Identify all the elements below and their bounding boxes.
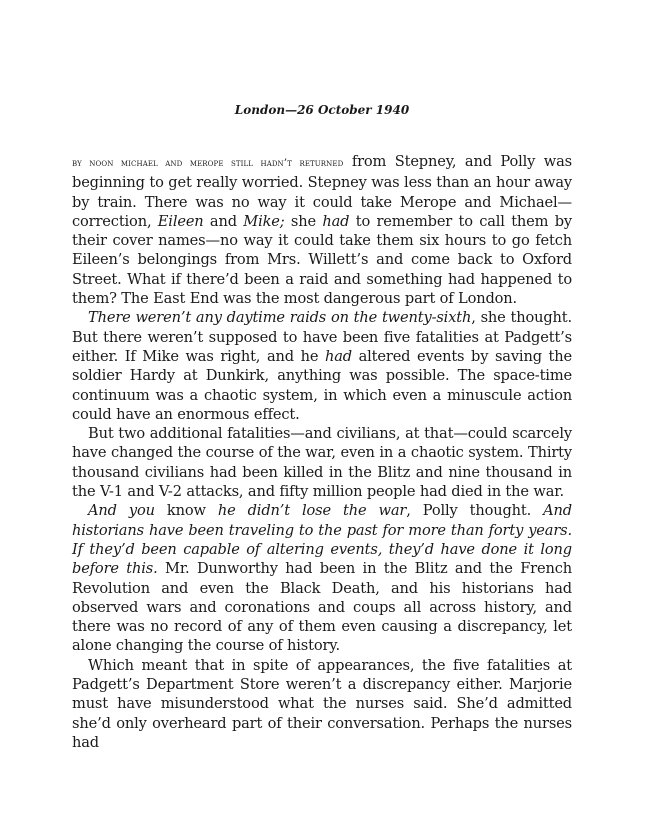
paragraph-2 <box>72 308 572 424</box>
text-run: altered events by saving the soldier Hardy at Dunkirk, anything was possible. The space-time continuum was a chaotic system, in which even a minuscule action could have an enormous effect. <box>72 347 572 423</box>
book-page <box>72 100 572 752</box>
text-run: to remember to call them by their cover names—no way it could take them six hours to go fetch Eileen’s belongings from Mrs. Willett’s and come back to Oxford Street. What if there’d been a raid and something had happened to them? The East End was the most dangerous part of London. <box>72 212 572 308</box>
text-run: Mr. Dunworthy had been in the Blitz and the French Revolution and even the Black Death, and his historians had observed wars and coronations and coups all across history, and there was no record of any of them even causing a discrepancy, let alone changing the course of history. <box>72 560 572 655</box>
text-run: Which meant that in spite of appearances, the five fatalities at Padgett’s Department Store weren’t a discrepancy either. Marjorie must have misunderstood what the nurses said. She’d admitted she’d only overheard part of their conversation. Perhaps the nurses had <box>72 656 572 751</box>
paragraph-4 <box>72 501 572 655</box>
italic-run: had <box>322 212 350 230</box>
text-run: , she thought. But there weren’t supposed to have been five fatalities at Padgett’s either. If Mike was right, and he <box>72 309 572 365</box>
text-run: and <box>203 212 244 230</box>
italic-run: had <box>324 347 352 365</box>
italic-run: There weren’t any daytime raids on the twenty-sixth <box>88 309 472 327</box>
text-run: , Polly thought. <box>406 502 544 520</box>
italic-run: And historians have been traveling to the past for more than forty years. If they’d been capable of altering events, they’d have done it long before this. <box>72 502 572 578</box>
text-run: know <box>154 502 218 520</box>
italic-run: Eileen <box>157 212 204 230</box>
italic-run: he didn’t lose the war <box>217 502 407 520</box>
text-run: she <box>284 212 323 230</box>
chapter-heading: London—26 October 1940 <box>234 103 410 117</box>
opening-smallcaps: by noon michael and merope still hadn’t returned <box>72 157 344 169</box>
italic-run: Mike; <box>243 212 285 230</box>
paragraph-5 <box>72 656 572 752</box>
text-run: from Stepney, and Polly was beginning to get really worried. Stepney was less than an hour away by train. There was no way it could take Merope and Michael—correction, <box>72 153 572 230</box>
paragraph-3 <box>72 424 572 501</box>
paragraph-1 <box>72 152 572 308</box>
text-run: But two additional fatalities—and civilians, at that—could scarcely have changed the course of the war, even in a chaotic system. Thirty thousand civilians had been killed in the Blitz and nine thousand in the V-1 and V-2 attacks, and fifty million people had died in the war. <box>72 425 572 501</box>
body-text <box>72 152 572 752</box>
italic-run: And you <box>88 502 155 520</box>
